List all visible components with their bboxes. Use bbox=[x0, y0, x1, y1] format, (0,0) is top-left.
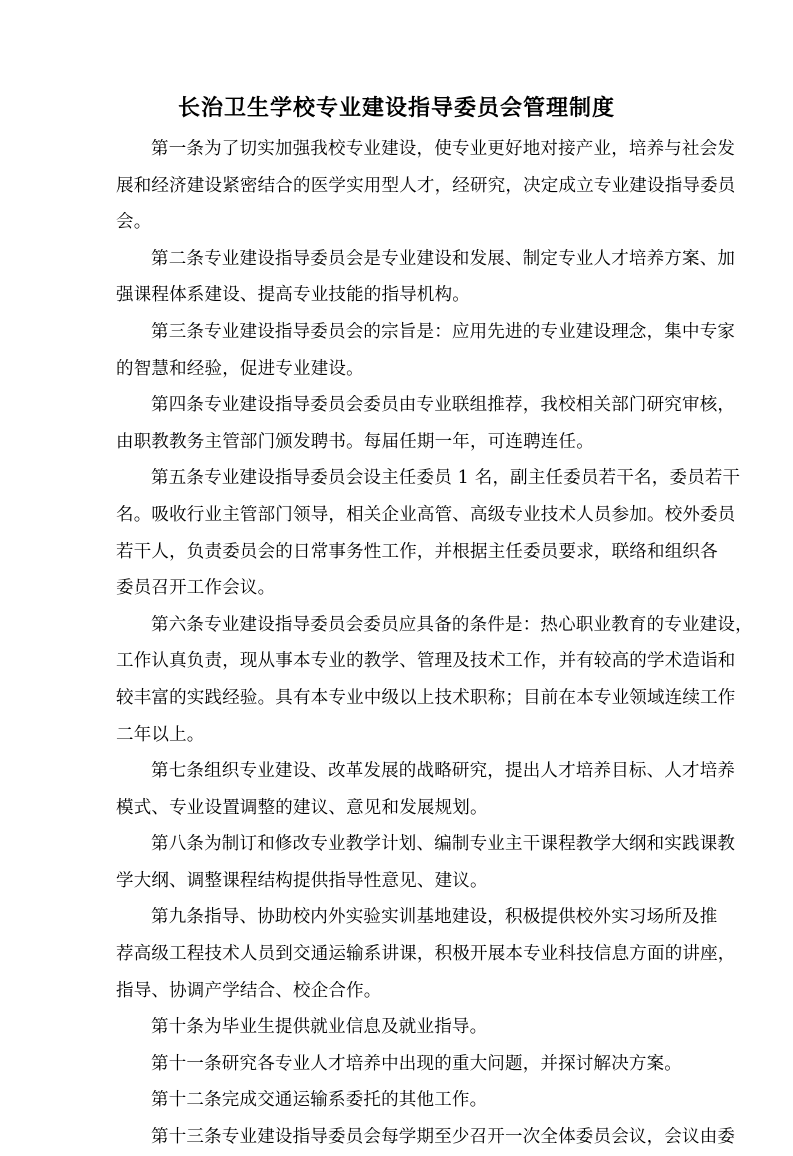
paragraph-line: 会。 bbox=[116, 212, 152, 233]
paragraph-line: 第十三条专业建设指导委员会每学期至少召开一次全体委员会议，会议由委 bbox=[151, 1127, 736, 1148]
paragraph-line: 二年以上。 bbox=[116, 724, 205, 745]
paragraph-line: 第十一条研究各专业人才培养中出现的重大问题，并探讨解决方案。 bbox=[151, 1053, 682, 1074]
article-paragraph bbox=[116, 131, 736, 241]
paragraph-line: 委员召开工作会议。 bbox=[116, 578, 276, 599]
article-paragraph bbox=[116, 1119, 736, 1156]
paragraph-line: 第十条为毕业生提供就业信息及就业指导。 bbox=[151, 1017, 488, 1038]
paragraph-line: 第三条专业建设指导委员会的宗旨是：应用先进的专业建设理念，集中专家 bbox=[151, 321, 736, 342]
article-paragraph bbox=[116, 314, 736, 387]
paragraph-line: 学大纲、调整课程结构提供指导性意见、建议。 bbox=[116, 870, 488, 891]
paragraph-line: 第五条专业建设指导委员会设主任委员 1 名，副主任委员若干名，委员若干 bbox=[151, 468, 741, 489]
article-paragraph bbox=[116, 1082, 682, 1119]
article-paragraph bbox=[116, 1009, 682, 1046]
paragraph-line: 工作认真负责，现从事本专业的教学、管理及技术工作，并有较高的学术造诣和 bbox=[116, 651, 736, 672]
document-body bbox=[116, 131, 753, 1156]
paragraph-line: 第八条为制订和修改专业教学计划、编制专业主干课程教学大纲和实践课教 bbox=[151, 834, 736, 855]
paragraph-line: 若干人，负责委员会的日常事务性工作，并根据主任委员要求，联络和组织各 bbox=[116, 541, 718, 562]
paragraph-line: 指导、协调产学结合、校企合作。 bbox=[116, 980, 382, 1001]
article-paragraph bbox=[116, 387, 736, 460]
paragraph-line: 第九条指导、协助校内外实验实训基地建设，积极提供校外实习场所及推 bbox=[151, 907, 718, 928]
article-paragraph bbox=[116, 241, 736, 314]
paragraph-line: 第六条专业建设指导委员会委员应具备的条件是：热心职业教育的专业建设， bbox=[151, 614, 753, 635]
paragraph-line: 第七条组织专业建设、改革发展的战略研究，提出人才培养目标、人才培养 bbox=[151, 761, 736, 782]
paragraph-line: 第十二条完成交通运输系委托的其他工作。 bbox=[151, 1090, 488, 1111]
paragraph-line: 由职教教务主管部门颁发聘书。每届任期一年，可连聘连任。 bbox=[116, 431, 594, 452]
paragraph-line: 第一条为了切实加强我校专业建设，使专业更好地对接产业，培养与社会发 bbox=[151, 139, 736, 159]
paragraph-line: 第二条专业建设指导委员会是专业建设和发展、制定专业人才培养方案、加 bbox=[151, 248, 736, 269]
article-paragraph bbox=[116, 826, 736, 899]
paragraph-line: 荐高级工程技术人员到交通运输系讲课，积极开展本专业科技信息方面的讲座， bbox=[116, 944, 736, 965]
article-paragraph bbox=[116, 753, 736, 826]
article-paragraph bbox=[116, 1046, 682, 1083]
article-paragraph bbox=[116, 899, 736, 1009]
paragraph-line: 强课程体系建设、提高专业技能的指导机构。 bbox=[116, 285, 470, 306]
article-paragraph bbox=[116, 460, 741, 606]
paragraph-line: 的智慧和经验，促进专业建设。 bbox=[116, 358, 364, 379]
article-paragraph bbox=[116, 607, 753, 753]
paragraph-line: 模式、专业设置调整的建议、意见和发展规划。 bbox=[116, 797, 488, 818]
paragraph-line: 第四条专业建设指导委员会委员由专业联组推荐，我校相关部门研究审核， bbox=[151, 395, 736, 416]
document-title: 长治卫生学校专业建设指导委员会管理制度 bbox=[177, 96, 615, 121]
paragraph-line: 名。吸收行业主管部门领导，相关企业高管、高级专业技术人员参加。校外委员 bbox=[116, 504, 736, 525]
paragraph-line: 较丰富的实践经验。具有本专业中级以上技术职称；目前在本专业领域连续工作 bbox=[116, 687, 736, 708]
paragraph-line: 展和经济建设紧密结合的医学实用型人才，经研究，决定成立专业建设指导委员 bbox=[116, 175, 736, 196]
